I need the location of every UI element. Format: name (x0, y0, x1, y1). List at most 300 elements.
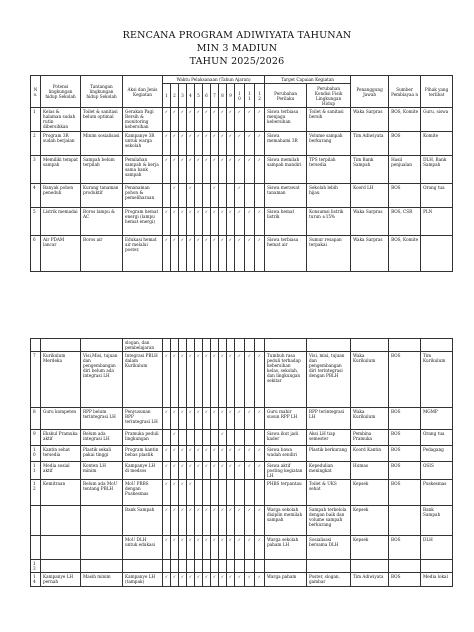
cell-potensi: Kurikulum Merdeka (41, 352, 81, 408)
cell-sumber: BOS (389, 462, 421, 480)
cell-potensi (41, 536, 81, 560)
cell-sumber: BOS, CSR (389, 208, 421, 236)
table-row (31, 132, 453, 156)
header-month: 11 (245, 84, 255, 108)
cell-no: 5 (31, 208, 41, 236)
month-cell (219, 480, 227, 506)
checkmark-icon: ✓ (227, 462, 235, 480)
month-cell (255, 480, 265, 506)
checkmark-icon: ✓ (227, 408, 235, 430)
empty-cell (265, 339, 307, 352)
header-month: 12 (255, 84, 265, 108)
cell-kondisi: Sampah terkelola dengan baik dan volume sampah berkurang (307, 506, 351, 536)
cell-no: 9 (31, 430, 41, 446)
cell-perilaku: Siswa bawa wadah sendiri (265, 446, 307, 462)
checkmark-icon: ✓ (163, 156, 171, 184)
checkmark-icon: ✓ (187, 480, 195, 506)
checkmark-icon: ✓ (255, 132, 265, 156)
empty-cell (227, 339, 235, 352)
checkmark-icon: ✓ (187, 156, 195, 184)
cell-penanggung-jawab: Kepsek (351, 480, 389, 506)
cell-potensi: Media sosial aktif (41, 462, 81, 480)
checkmark-icon: ✓ (235, 462, 245, 480)
checkmark-icon: ✓ (219, 132, 227, 156)
cell-penanggung-jawab: Waka Kurikulum (351, 408, 389, 430)
table-row (31, 506, 453, 536)
cell-sumber (389, 506, 421, 536)
month-cell (245, 560, 255, 573)
checkmark-icon: ✓ (179, 236, 187, 272)
checkmark-icon: ✓ (195, 108, 203, 132)
cell-tantangan: Visi,Misi, tujuan dan pengembangan diri belum ada integrasi LH (81, 352, 123, 408)
cell-perilaku: PHBS terpantau (265, 480, 307, 506)
cell-no: 7 (31, 352, 41, 408)
cell-perilaku: Siswa memilah sampah mandiri (265, 156, 307, 184)
checkmark-icon: ✓ (195, 132, 203, 156)
cell-penanggung-jawab: Pembina Pramuka (351, 430, 389, 446)
cell-perilaku: Warga sekolah paham LH (265, 536, 307, 560)
cell-no: 13 (31, 560, 41, 573)
month-cell (163, 430, 171, 446)
checkmark-icon: ✓ (211, 446, 219, 462)
checkmark-icon: ✓ (255, 506, 265, 536)
header-sumber: Sumber Pembiayaa n (389, 76, 421, 108)
checkmark-icon: ✓ (187, 236, 195, 272)
cell-aksi: Bank Sampah (123, 506, 163, 536)
cell-sumber: BOS (389, 408, 421, 430)
checkmark-icon: ✓ (195, 462, 203, 480)
header-month: 1 0 (235, 84, 245, 108)
checkmark-icon: ✓ (179, 536, 187, 560)
checkmark-icon: ✓ (219, 536, 227, 560)
checkmark-icon: ✓ (255, 536, 265, 560)
month-cell (211, 480, 219, 506)
checkmark-icon: ✓ (187, 208, 195, 236)
month-cell (245, 430, 255, 446)
checkmark-icon: ✓ (245, 408, 255, 430)
checkmark-icon: ✓ (211, 208, 219, 236)
header-month: 2 (171, 84, 179, 108)
checkmark-icon: ✓ (171, 506, 179, 536)
cell-aksi: Pemilahan sampah & kerja sama bank sampah (123, 156, 163, 184)
cell-potensi: Listrik memadai (41, 208, 81, 236)
checkmark-icon: ✓ (211, 352, 219, 408)
table-row (31, 184, 453, 208)
month-cell (235, 430, 245, 446)
checkmark-icon: ✓ (179, 446, 187, 462)
cell-penanggung-jawab: Waka Kurikulum (351, 352, 389, 408)
checkmark-icon: ✓ (163, 462, 171, 480)
cell-kondisi: Kepedulian meningkat (307, 462, 351, 480)
empty-cell (179, 339, 187, 352)
checkmark-icon: ✓ (245, 352, 255, 408)
cell-pihak: DLH, Bank Sampah (421, 156, 453, 184)
month-cell (179, 560, 187, 573)
checkmark-icon: ✓ (171, 446, 179, 462)
cell-tantangan (81, 536, 123, 560)
checkmark-icon: ✓ (255, 573, 265, 587)
header-waktu: Waktu Pelaksanaan (Tahun Ajaran) (163, 76, 265, 84)
cell-no: 12 (31, 480, 41, 506)
month-cell (227, 184, 235, 208)
month-cell (219, 560, 227, 573)
checkmark-icon: ✓ (195, 236, 203, 272)
table-row (31, 208, 453, 236)
cell-potensi: Memiliki tempat sampah (41, 156, 81, 184)
checkmark-icon: ✓ (187, 446, 195, 462)
month-cell (255, 560, 265, 573)
checkmark-icon: ✓ (195, 536, 203, 560)
checkmark-icon: ✓ (235, 184, 245, 208)
cell-kondisi: Toilet & UKS sehat (307, 480, 351, 506)
cell-pihak: Bank Sampah (421, 506, 453, 536)
header-aksi: Aksi dan Jenis Kegiatan (123, 76, 163, 108)
month-cell (211, 560, 219, 573)
cell-aksi: Edukasi hemat air melalui poster, (123, 236, 163, 272)
checkmark-icon: ✓ (245, 208, 255, 236)
cell-aksi-continued: slogan, dan pembelajaran (123, 339, 163, 352)
checkmark-icon: ✓ (227, 132, 235, 156)
cell-no (31, 536, 41, 560)
checkmark-icon: ✓ (171, 480, 179, 506)
header-target: Target Capaian Kegiatan (265, 76, 351, 84)
checkmark-icon: ✓ (255, 156, 265, 184)
cell-penanggung-jawab: Kepsek (351, 536, 389, 560)
checkmark-icon: ✓ (179, 156, 187, 184)
cell-penanggung-jawab: Tim Adiwiyata (351, 573, 389, 587)
checkmark-icon: ✓ (255, 208, 265, 236)
checkmark-icon: ✓ (227, 236, 235, 272)
checkmark-icon: ✓ (211, 462, 219, 480)
cell-perilaku: Siswa aktif posting kegiatan LH (265, 462, 307, 480)
checkmark-icon: ✓ (187, 573, 195, 587)
cell-tantangan: Minim sosialisasi (81, 132, 123, 156)
checkmark-icon: ✓ (219, 462, 227, 480)
checkmark-icon: ✓ (195, 573, 203, 587)
cell-pihak: DLH (421, 536, 453, 560)
cell-aksi (123, 560, 163, 573)
cell-tantangan (81, 506, 123, 536)
checkmark-icon: ✓ (203, 446, 211, 462)
checkmark-icon: ✓ (171, 352, 179, 408)
checkmark-icon: ✓ (203, 506, 211, 536)
cell-sumber: BOS (389, 446, 421, 462)
table-row (31, 573, 453, 587)
checkmark-icon: ✓ (227, 506, 235, 536)
checkmark-icon: ✓ (227, 208, 235, 236)
cell-kondisi: RPP terintegrasi LH (307, 408, 351, 430)
month-cell (235, 560, 245, 573)
checkmark-icon: ✓ (245, 462, 255, 480)
empty-cell (245, 339, 255, 352)
cell-tantangan: Sampah belum terpilah (81, 156, 123, 184)
checkmark-icon: ✓ (219, 430, 227, 446)
checkmark-icon: ✓ (219, 156, 227, 184)
month-cell (171, 560, 179, 573)
cell-no: 3 (31, 156, 41, 184)
checkmark-icon: ✓ (163, 108, 171, 132)
cell-sumber: BOS, Komite (389, 108, 421, 132)
month-cell (163, 184, 171, 208)
checkmark-icon: ✓ (235, 573, 245, 587)
cell-tantangan: Masih minim (81, 573, 123, 587)
checkmark-icon: ✓ (171, 462, 179, 480)
cell-perilaku: Tumbuh rasa peduli terhadap kebersihan kelas, sekolah, dan lingkungan sekitar (265, 352, 307, 408)
checkmark-icon: ✓ (171, 184, 179, 208)
cell-kondisi: Visi, misi, tujuan dan pengembangan diri terintegrasi dengan PBLH (307, 352, 351, 408)
checkmark-icon: ✓ (171, 408, 179, 430)
checkmark-icon: ✓ (235, 108, 245, 132)
table-row (31, 236, 453, 272)
cell-pihak: Orang tua (421, 184, 453, 208)
table-row (31, 352, 453, 408)
month-cell (227, 480, 235, 506)
header-month: 5 (195, 84, 203, 108)
cell-kondisi: Sosialisasi bersama DLH (307, 536, 351, 560)
checkmark-icon: ✓ (211, 236, 219, 272)
cell-sumber: BOS (389, 536, 421, 560)
checkmark-icon: ✓ (203, 208, 211, 236)
cell-tantangan: Toilet & sanitasi belum optimal (81, 108, 123, 132)
checkmark-icon: ✓ (163, 352, 171, 408)
header-month: 6 (203, 84, 211, 108)
checkmark-icon: ✓ (203, 352, 211, 408)
checkmark-icon: ✓ (179, 408, 187, 430)
cell-perilaku: Warga sekolah disiplin memilah sampah (265, 506, 307, 536)
cell-kondisi: Plastik berkurang (307, 446, 351, 462)
cell-potensi: Kelas & halaman sudah rutin dibersihkan (41, 108, 81, 132)
cell-potensi: Kampanye LH pernah (41, 573, 81, 587)
cell-pihak: MGMP (421, 408, 453, 430)
empty-cell (351, 339, 389, 352)
cell-sumber: BOS, Komite (389, 236, 421, 272)
checkmark-icon: ✓ (171, 156, 179, 184)
checkmark-icon: ✓ (171, 108, 179, 132)
checkmark-icon: ✓ (235, 132, 245, 156)
month-cell (195, 560, 203, 573)
cell-sumber: BOS (389, 430, 421, 446)
cell-aksi: Kampanye LH di medsos (123, 462, 163, 480)
month-cell (203, 480, 211, 506)
cell-penanggung-jawab: Koord Kantin (351, 446, 389, 462)
checkmark-icon: ✓ (203, 132, 211, 156)
cell-tantangan: Konten LH minim (81, 462, 123, 480)
checkmark-icon: ✓ (219, 208, 227, 236)
checkmark-icon: ✓ (219, 446, 227, 462)
checkmark-icon: ✓ (227, 446, 235, 462)
cell-aksi: Gerakan Pagi Bersih & monitoring kebersihan (123, 108, 163, 132)
cell-pihak: Komite (421, 132, 453, 156)
cell-pihak: Orang tua (421, 430, 453, 446)
header-no: No. (31, 76, 41, 108)
cell-no: 14 (31, 573, 41, 587)
cell-penanggung-jawab: Koord LH (351, 184, 389, 208)
checkmark-icon: ✓ (163, 408, 171, 430)
month-cell (163, 560, 171, 573)
cell-tantangan: Boros lampu & AC (81, 208, 123, 236)
school-name: MIN 3 MADIUN (196, 43, 278, 54)
empty-cell (31, 339, 41, 352)
checkmark-icon: ✓ (245, 536, 255, 560)
cell-kondisi: Konsumsi listrik turun ±15% (307, 208, 351, 236)
checkmark-icon: ✓ (219, 408, 227, 430)
header-penanggung-jawab: Penanggung Jawab (351, 76, 389, 108)
cell-sumber: BOS (389, 132, 421, 156)
cell-perilaku: Siswa ikut jadi kader (265, 430, 307, 446)
checkmark-icon: ✓ (227, 156, 235, 184)
checkmark-icon: ✓ (203, 536, 211, 560)
cell-no: 2 (31, 132, 41, 156)
checkmark-icon: ✓ (195, 352, 203, 408)
checkmark-icon: ✓ (219, 236, 227, 272)
header-month: 9 (227, 84, 235, 108)
checkmark-icon: ✓ (219, 573, 227, 587)
cell-kondisi: Sekolah lebih hijau (307, 184, 351, 208)
checkmark-icon: ✓ (179, 208, 187, 236)
checkmark-icon: ✓ (211, 506, 219, 536)
table-row (31, 536, 453, 560)
cell-no: 1 (31, 108, 41, 132)
checkmark-icon: ✓ (245, 108, 255, 132)
cell-pihak: Pedagang (421, 446, 453, 462)
cell-aksi: Program kantin bebas plastik (123, 446, 163, 462)
cell-tantangan: Belum ada MoU tentang PBLH (81, 480, 123, 506)
checkmark-icon: ✓ (163, 480, 171, 506)
cell-tantangan (81, 560, 123, 573)
checkmark-icon: ✓ (235, 446, 245, 462)
cell-tantangan: Belum ada integrasi LH (81, 430, 123, 446)
cell-potensi (41, 506, 81, 536)
checkmark-icon: ✓ (227, 352, 235, 408)
checkmark-icon: ✓ (245, 236, 255, 272)
empty-cell (81, 339, 123, 352)
cell-kondisi: Toilet & sanitasi bersih (307, 108, 351, 132)
checkmark-icon: ✓ (187, 462, 195, 480)
cell-no (31, 506, 41, 536)
header-month: 4 (187, 84, 195, 108)
checkmark-icon: ✓ (179, 352, 187, 408)
checkmark-icon: ✓ (179, 108, 187, 132)
checkmark-icon: ✓ (227, 573, 235, 587)
checkmark-icon: ✓ (195, 156, 203, 184)
checkmark-icon: ✓ (195, 208, 203, 236)
cell-no: 6 (31, 236, 41, 272)
cell-penanggung-jawab: Waka Sarpras (351, 208, 389, 236)
table-row (31, 408, 453, 430)
checkmark-icon: ✓ (163, 536, 171, 560)
cell-no: 4 (31, 184, 41, 208)
checkmark-icon: ✓ (187, 506, 195, 536)
empty-cell (41, 339, 81, 352)
checkmark-icon: ✓ (171, 536, 179, 560)
checkmark-icon: ✓ (171, 132, 179, 156)
month-cell (219, 184, 227, 208)
cell-pihak: PLN (421, 208, 453, 236)
checkmark-icon: ✓ (163, 573, 171, 587)
checkmark-icon: ✓ (235, 352, 245, 408)
checkmark-icon: ✓ (245, 132, 255, 156)
checkmark-icon: ✓ (235, 536, 245, 560)
table-row (31, 156, 453, 184)
cell-potensi: Program 3R sudah berjalan (41, 132, 81, 156)
cell-sumber: BOS (389, 184, 421, 208)
checkmark-icon: ✓ (245, 573, 255, 587)
cell-no: 10 (31, 446, 41, 462)
program-table-part-2 (30, 338, 453, 587)
cell-sumber: BOS (389, 573, 421, 587)
empty-cell (421, 339, 453, 352)
cell-perilaku: Siswa terbiasa hemat air (265, 236, 307, 272)
month-cell (203, 430, 211, 446)
cell-aksi: Program hemat energi (lampu hemat energi) (123, 208, 163, 236)
cell-no: 11 (31, 462, 41, 480)
checkmark-icon: ✓ (211, 573, 219, 587)
checkmark-icon: ✓ (187, 408, 195, 430)
cell-pihak: Guru, siswa (421, 108, 453, 132)
checkmark-icon: ✓ (211, 156, 219, 184)
cell-kondisi: Sumur resapan terpakai (307, 236, 351, 272)
checkmark-icon: ✓ (235, 506, 245, 536)
document-title: RENCANA PROGRAM ADIWIYATA TAHUNAN (122, 30, 352, 41)
table-row (31, 560, 453, 573)
month-cell (179, 184, 187, 208)
header-tantangan: Tantangan lingkungan hidup Sekolah (81, 76, 123, 108)
month-cell (255, 184, 265, 208)
checkmark-icon: ✓ (245, 156, 255, 184)
empty-cell (211, 339, 219, 352)
cell-kondisi: Volume sampah berkurang (307, 132, 351, 156)
cell-aksi: Penyusunan RPP terintegrasi LH (123, 408, 163, 430)
cell-aksi: MoU DLH untuk edukasi (123, 536, 163, 560)
table-row (31, 446, 453, 462)
cell-sumber: BOS (389, 480, 421, 506)
month-cell (211, 430, 219, 446)
month-cell (235, 480, 245, 506)
checkmark-icon: ✓ (203, 156, 211, 184)
cell-aksi: Pramuka peduli lingkungan (123, 430, 163, 446)
checkmark-icon: ✓ (179, 132, 187, 156)
checkmark-icon: ✓ (235, 408, 245, 430)
cell-perilaku: Warga paham (265, 573, 307, 587)
checkmark-icon: ✓ (235, 236, 245, 272)
checkmark-icon: ✓ (255, 446, 265, 462)
empty-cell (255, 339, 265, 352)
cell-penanggung-jawab: Humas (351, 462, 389, 480)
cell-perilaku: Siswa hemat listrik (265, 208, 307, 236)
cell-aksi: Penanaman pohon & pemeliharaan (123, 184, 163, 208)
cell-penanggung-jawab: Waka Sarpras (351, 108, 389, 132)
checkmark-icon: ✓ (245, 506, 255, 536)
checkmark-icon: ✓ (195, 506, 203, 536)
checkmark-icon: ✓ (203, 573, 211, 587)
empty-cell (203, 339, 211, 352)
checkmark-icon: ✓ (179, 480, 187, 506)
cell-sumber: BOS (389, 352, 421, 408)
checkmark-icon: ✓ (245, 446, 255, 462)
month-cell (203, 184, 211, 208)
empty-cell (163, 339, 171, 352)
cell-kondisi (307, 560, 351, 573)
cell-perilaku: Siswa memahami 3R (265, 132, 307, 156)
header-kondisi: Perubahan Kondisi Fisik Lingkungan Hidup (307, 84, 351, 108)
cell-potensi: Guru kompeten (41, 408, 81, 430)
empty-cell (187, 339, 195, 352)
table-row (31, 430, 453, 446)
checkmark-icon: ✓ (235, 208, 245, 236)
month-cell (187, 560, 195, 573)
checkmark-icon: ✓ (163, 236, 171, 272)
cell-kondisi: Aksi LH tiap semester (307, 430, 351, 446)
